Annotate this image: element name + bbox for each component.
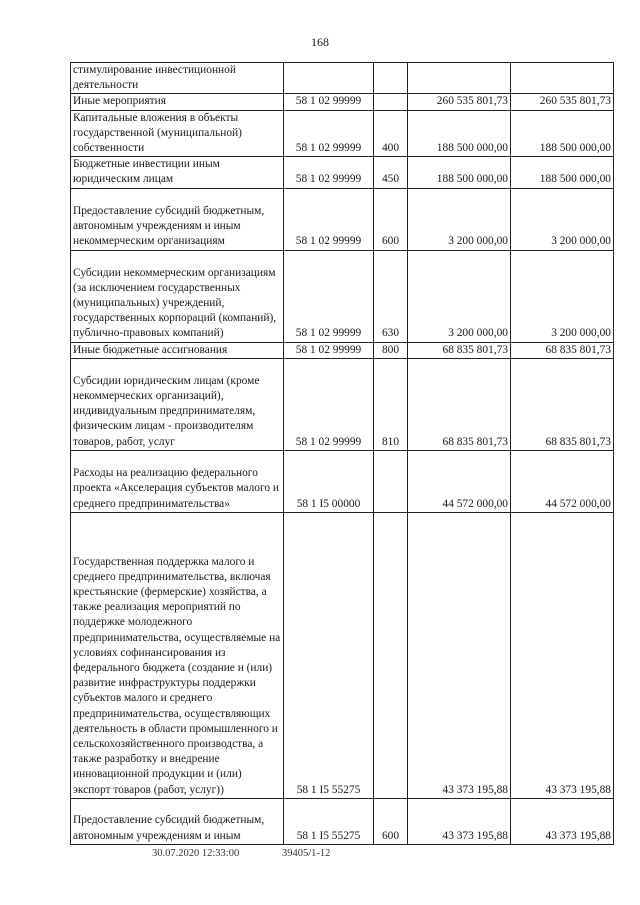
row-amount-1 — [408, 63, 511, 94]
table-row — [71, 188, 614, 250]
row-code: 58 1 I5 55275 — [284, 798, 374, 844]
row-amount-2: 68 835 801,73 — [511, 342, 614, 358]
table-row — [71, 342, 614, 358]
row-code: 58 1 02 99999 — [284, 250, 374, 342]
row-code: 58 1 02 99999 — [284, 188, 374, 250]
row-kind: 800 — [374, 342, 408, 358]
row-kind: 810 — [374, 358, 408, 450]
row-kind — [374, 94, 408, 110]
row-amount-2: 188 500 000,00 — [511, 157, 614, 188]
table-row — [71, 450, 614, 512]
row-name: Расходы на реализацию федерального проекта «Акселерация субъектов малого и среднего предпринимательства» — [71, 450, 284, 512]
row-amount-1: 188 500 000,00 — [408, 110, 511, 157]
row-amount-2: 68 835 801,73 — [511, 358, 614, 450]
row-code: 58 1 02 99999 — [284, 94, 374, 110]
table-row — [71, 110, 614, 157]
row-code: 58 1 02 99999 — [284, 157, 374, 188]
row-name: Бюджетные инвестиции иным юридическим лицам — [71, 157, 284, 188]
footer-document-id: 39405/1-12 — [282, 848, 331, 859]
table-row — [71, 63, 614, 94]
table-row — [71, 358, 614, 450]
row-kind — [374, 512, 408, 798]
row-amount-1: 68 835 801,73 — [408, 358, 511, 450]
row-amount-1: 43 373 195,88 — [408, 798, 511, 844]
budget-table — [70, 62, 614, 845]
row-code: 58 1 02 99999 — [284, 110, 374, 157]
table-row — [71, 157, 614, 188]
row-amount-1: 43 373 195,88 — [408, 512, 511, 798]
row-name: Капитальные вложения в объекты государственной (муниципальной) собственности — [71, 110, 284, 157]
row-amount-2: 260 535 801,73 — [511, 94, 614, 110]
row-kind: 630 — [374, 250, 408, 342]
row-amount-2: 3 200 000,00 — [511, 188, 614, 250]
row-kind: 400 — [374, 110, 408, 157]
row-kind: 600 — [374, 188, 408, 250]
row-kind — [374, 450, 408, 512]
row-amount-1: 3 200 000,00 — [408, 188, 511, 250]
row-name: стимулирование инвестиционной деятельности — [71, 63, 284, 94]
row-amount-2: 43 373 195,88 — [511, 798, 614, 844]
row-name: Государственная поддержка малого и среднего предпринимательства, включая крестьянские (фермерские) хозяйства, а также реализация мероприятий по поддержке молодежного предпринимательства, осуществляемые на условиях софинансирования из федерального бюджета (создание и (или) развитие инфраструктуры поддержки субъектов малого и среднего предпринимательства, осуществляющих деятельность в области промышленного и сельскохозяйственного производства, а также разработку и внедрение инновационной продукции и (или) экспорт товаров (работ, услуг)) — [71, 512, 284, 798]
row-amount-2: 188 500 000,00 — [511, 110, 614, 157]
row-amount-2: 3 200 000,00 — [511, 250, 614, 342]
row-kind: 450 — [374, 157, 408, 188]
row-amount-1: 44 572 000,00 — [408, 450, 511, 512]
table-row — [71, 798, 614, 844]
row-amount-2: 44 572 000,00 — [511, 450, 614, 512]
row-amount-1: 68 835 801,73 — [408, 342, 511, 358]
row-name: Иные мероприятия — [71, 94, 284, 110]
row-name: Предоставление субсидий бюджетным, автономным учреждениям и иным — [71, 798, 284, 844]
row-name: Субсидии некоммерческим организациям (за исключением государственных (муниципальных) учреждений, государственных корпораций (компаний), публично-правовых компаний) — [71, 250, 284, 342]
table-row — [71, 250, 614, 342]
table-row — [71, 94, 614, 110]
page-number: 168 — [311, 35, 329, 49]
row-code: 58 1 02 99999 — [284, 342, 374, 358]
row-amount-2: 43 373 195,88 — [511, 512, 614, 798]
row-code: 58 1 02 99999 — [284, 358, 374, 450]
row-name: Субсидии юридическим лицам (кроме некоммерческих организаций), индивидуальным предпринимателям, физическим лицам - производителям товаров, работ, услуг — [71, 358, 284, 450]
row-amount-1: 3 200 000,00 — [408, 250, 511, 342]
row-code — [284, 63, 374, 94]
footer-timestamp: 30.07.2020 12:33:00 — [152, 848, 240, 859]
row-kind — [374, 63, 408, 94]
row-kind: 600 — [374, 798, 408, 844]
row-amount-1: 260 535 801,73 — [408, 94, 511, 110]
row-amount-2 — [511, 63, 614, 94]
table-row — [71, 512, 614, 798]
row-code: 58 1 I5 55275 — [284, 512, 374, 798]
row-amount-1: 188 500 000,00 — [408, 157, 511, 188]
row-name: Иные бюджетные ассигнования — [71, 342, 284, 358]
row-code: 58 1 I5 00000 — [284, 450, 374, 512]
row-name: Предоставление субсидий бюджетным, автономным учреждениям и иным некоммерческим организациям — [71, 188, 284, 250]
